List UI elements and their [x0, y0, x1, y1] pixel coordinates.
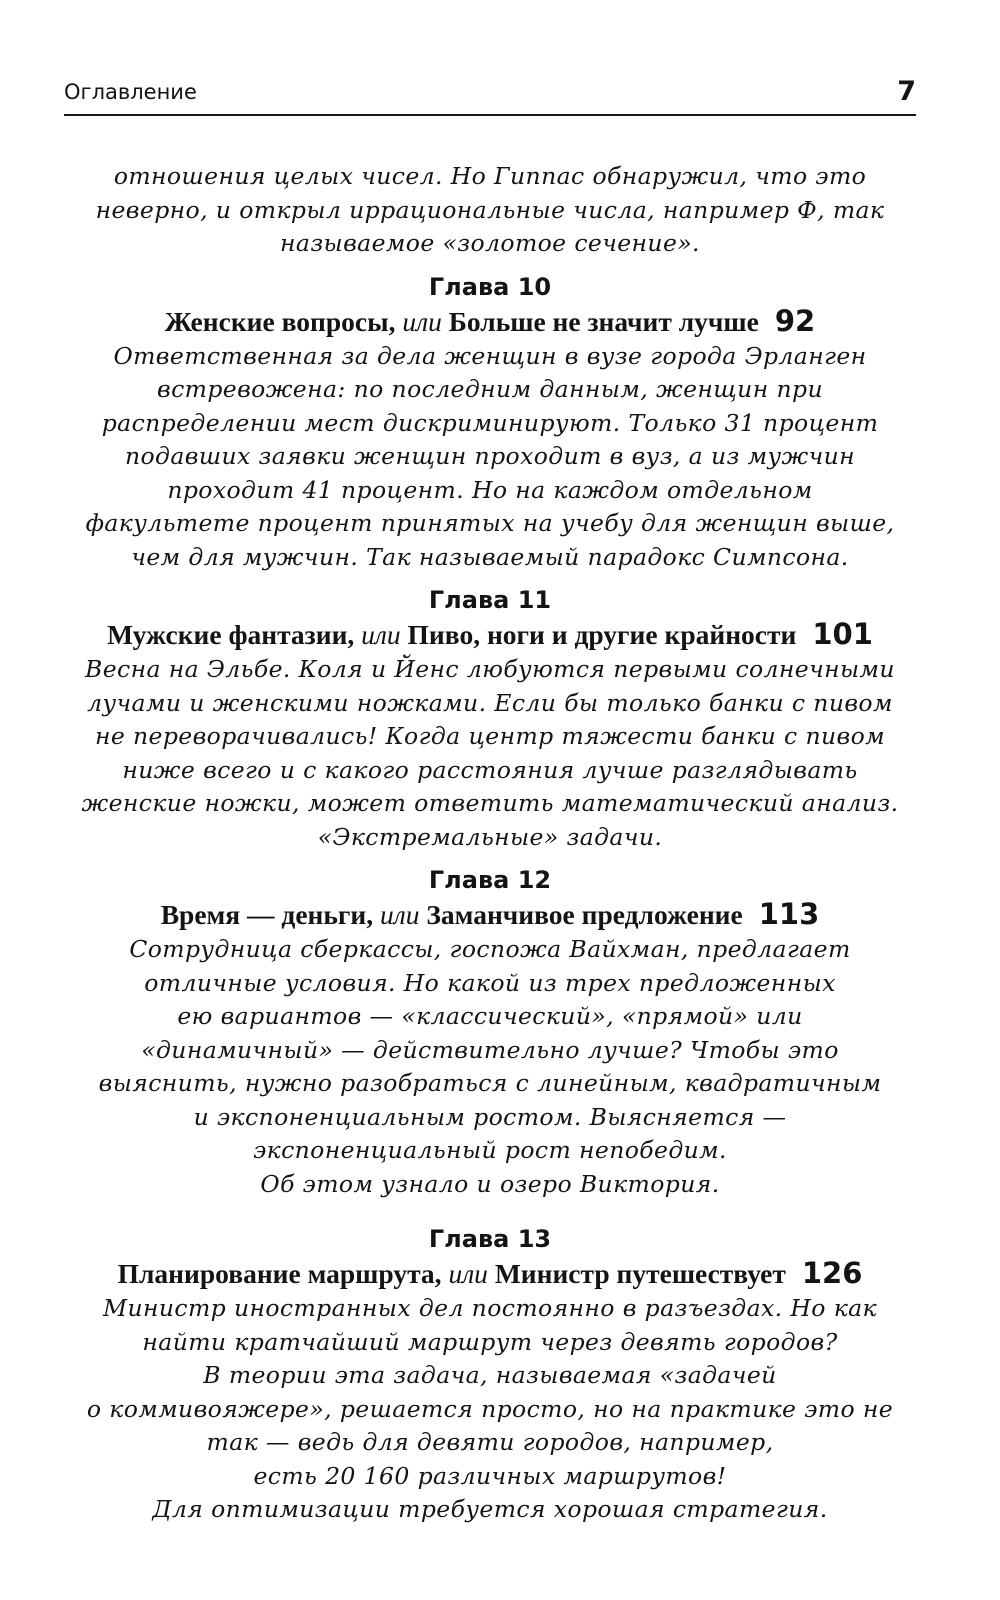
- running-header: [64, 78, 916, 116]
- toc-entry-chapter-12[interactable]: [60, 864, 920, 1201]
- chapter-description: [60, 653, 920, 854]
- chapter-label: Глава 12: [428, 866, 552, 894]
- desc-line: найти кратчайший маршрут через девять городов?: [142, 1327, 838, 1356]
- chapter-description: [60, 340, 920, 575]
- chapter-title: [60, 1255, 920, 1292]
- toc-entry-chapter-10[interactable]: [60, 271, 920, 575]
- title-or: или: [448, 1258, 488, 1289]
- chapter-description: [60, 933, 920, 1201]
- chapter-label: Глава 13: [428, 1225, 552, 1253]
- desc-line: отличные условия. Но какой из трех предложенных: [144, 968, 836, 997]
- desc-line: лучами и женскими ножками. Если бы только банки с пивом: [87, 688, 893, 717]
- desc-line: Весна на Эльбе. Коля и Йенс любуются первыми солнечными: [85, 655, 895, 683]
- chapter-description: [60, 1292, 920, 1527]
- chapter-title: [60, 303, 920, 340]
- desc-line: встревожена: по последним данным, женщин при: [157, 375, 823, 403]
- desc-line: о коммивояжере», решается просто, но на практике это не: [86, 1394, 894, 1423]
- desc-line: Министр иностранных дел постоянно в разъездах. Но как: [103, 1294, 877, 1322]
- desc-line: экспоненциальный рост непобедим.: [253, 1136, 727, 1164]
- title-main: Мужские фантазии,: [107, 619, 355, 650]
- desc-line: неверно, и открыл иррациональные числа, например Ф, так: [95, 195, 885, 224]
- desc-line: «динамичный» — действительно лучше? Чтобы это: [141, 1035, 839, 1064]
- desc-line: проходит 41 процент. Но на каждом отдельном: [167, 475, 813, 504]
- desc-line: женские ножки, может ответить математический анализ.: [81, 789, 899, 817]
- desc-line: Сотрудница сберкассы, госпожа Вайхман, предлагает: [129, 935, 851, 963]
- title-main: Планирование маршрута,: [117, 1258, 442, 1289]
- chapter-label: Глава 11: [428, 586, 552, 614]
- toc-content: [60, 160, 920, 1527]
- desc-line: подавших заявки женщин проходит в вуз, а из мужчин: [124, 442, 856, 470]
- title-alt: Министр путешествует: [494, 1258, 786, 1289]
- chapter-page-number: 92: [774, 303, 816, 338]
- section-title: Оглавление: [64, 80, 197, 104]
- title-alt: Больше не значит лучше: [448, 305, 759, 337]
- title-main: Женские вопросы,: [164, 305, 396, 337]
- chapter-label: Глава 10: [428, 272, 552, 301]
- chapter-page-number: 126: [801, 1256, 863, 1290]
- desc-line: «Экстремальные» задачи.: [317, 822, 663, 851]
- desc-line: факультете процент принятых на учебу для женщин выше,: [85, 509, 895, 537]
- page-number: 7: [897, 76, 916, 107]
- title-or: или: [380, 899, 420, 930]
- desc-line: и экспоненциальным ростом. Выясняется —: [193, 1102, 787, 1131]
- chapter-title: [60, 616, 920, 653]
- desc-line: не переворачивались! Когда центр тяжести банки с пивом: [94, 722, 886, 750]
- toc-entry-chapter-13[interactable]: [60, 1223, 920, 1527]
- title-alt: Пиво, ноги и другие крайности: [407, 619, 797, 650]
- title-main: Время — деньги,: [160, 899, 374, 930]
- desc-line: ею вариантов — «классический», «прямой» или: [177, 1002, 803, 1030]
- desc-line: так — ведь для девяти городов, например,: [206, 1428, 774, 1456]
- desc-line: называемое «золотое сечение».: [280, 229, 700, 257]
- desc-line: есть 20 160 различных маршрутов!: [253, 1461, 727, 1490]
- intro-description: [60, 160, 920, 261]
- desc-line: распределении мест дискриминируют. Только 31 процент: [101, 408, 879, 437]
- desc-line: Для оптимизации требуется хорошая стратегия.: [152, 1495, 828, 1523]
- chapter-title: [60, 896, 920, 933]
- desc-line: выяснить, нужно разобраться с линейным, квадратичным: [98, 1069, 882, 1097]
- desc-line: Об этом узнало и озеро Виктория.: [260, 1169, 720, 1198]
- desc-line: Ответственная за дела женщин в вузе города Эрланген: [113, 341, 867, 370]
- desc-line: отношения целых чисел. Но Гиппас обнаружил, что это: [113, 162, 867, 190]
- title-or: или: [402, 305, 442, 337]
- chapter-page-number: 113: [758, 897, 820, 931]
- desc-line: ниже всего и с какого расстояния лучше разглядывать: [122, 755, 858, 784]
- title-alt: Заманчивое предложение: [426, 899, 743, 930]
- desc-line: В теории эта задача, называемая «задачей: [203, 1361, 777, 1389]
- title-or: или: [361, 619, 401, 650]
- desc-line: чем для мужчин. Так называемый парадокс Симпсона.: [131, 542, 849, 571]
- toc-entry-chapter-11[interactable]: [60, 584, 920, 854]
- chapter-page-number: 101: [812, 617, 873, 651]
